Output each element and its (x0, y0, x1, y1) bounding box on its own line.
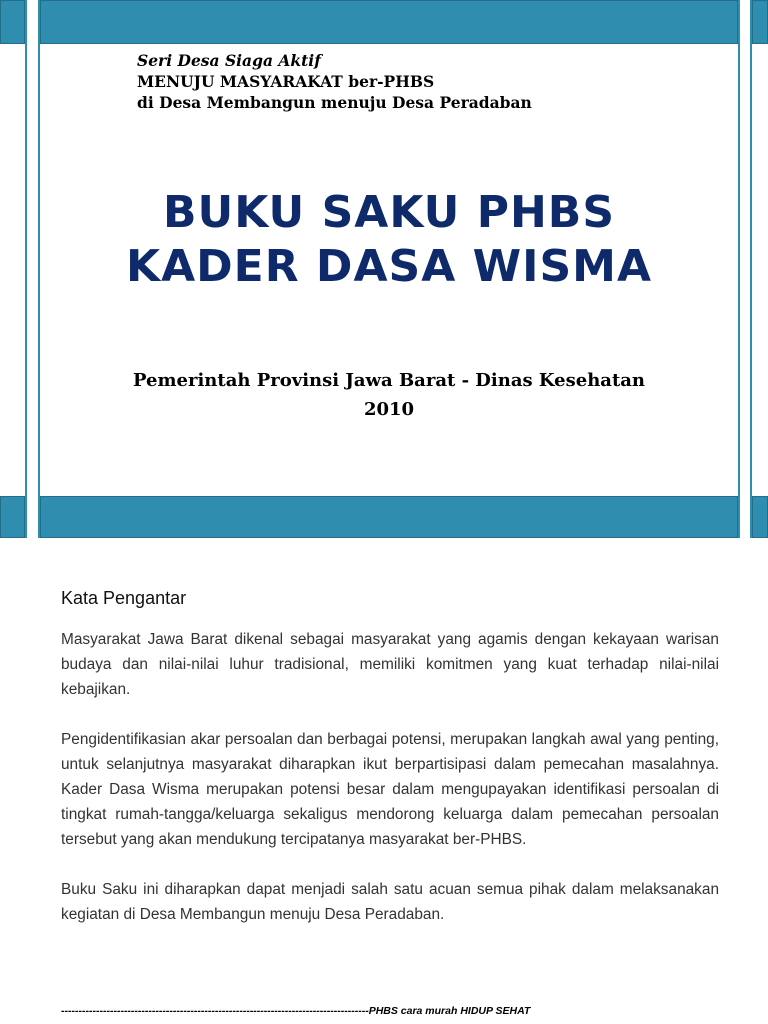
title-line: BUKU SAKU PHBS (162, 187, 616, 238)
series-info (137, 50, 532, 113)
left-frame-line-outer (25, 0, 27, 538)
right-frame-line-inner (738, 0, 740, 538)
bottom-band-right (752, 496, 768, 538)
title-line: KADER DASA WISMA (126, 241, 652, 292)
series-line: di Desa Membangun menuju Desa Peradaban (137, 93, 532, 112)
preface-section (61, 588, 719, 952)
series-line: MENUJU MASYARAKAT ber-PHBS (137, 72, 435, 91)
right-frame-line-outer (750, 0, 752, 538)
bottom-band (40, 496, 738, 538)
publisher-name: Pemerintah Provinsi Jawa Barat - Dinas Kesehatan (132, 370, 646, 391)
preface-paragraph: Masyarakat Jawa Barat dikenal sebagai masyarakat yang agamis dengan kekayaan warisan budaya dan nilai-nilai luhur tradisional, memiliki komitmen yang kuat terhadap nilai-nilai kebajikan. (61, 631, 719, 698)
publication-year: 2010 (363, 399, 415, 420)
top-band-right (752, 0, 768, 44)
top-band-left (0, 0, 25, 44)
preface-heading: Kata Pengantar (61, 588, 187, 608)
bottom-band-left (0, 496, 25, 538)
preface-paragraph: Buku Saku ini diharapkan dapat menjadi salah satu acuan semua pihak dalam melaksanakan kegiatan di Desa Membangun menuju Desa Peradaban. (61, 881, 719, 923)
book-title (40, 186, 738, 294)
series-line: Seri Desa Siaga Aktif (137, 51, 321, 70)
top-band (40, 0, 738, 44)
preface-paragraph: Pengidentifikasian akar persoalan dan berbagai potensi, merupakan langkah awal yang penting, untuk selanjutnya masyarakat diharapkan ikut berpartisipasi dalam pemecahan masalahnya. Kader Dasa Wisma merupakan potensi besar dalam mengupayakan identifikasi persoalan di tingkat rumah-tangga/keluarga sekaligus mendorong keluarga dalam pemecahan persoalan tersebut yang akan mendukung tercipatanya masyarakat ber-PHBS. (61, 731, 719, 848)
publisher-block (40, 366, 738, 424)
page-footer: ----------------------------------------------------------------------------------------PHBS cara murah HIDUP SEHAT (61, 1005, 531, 1017)
